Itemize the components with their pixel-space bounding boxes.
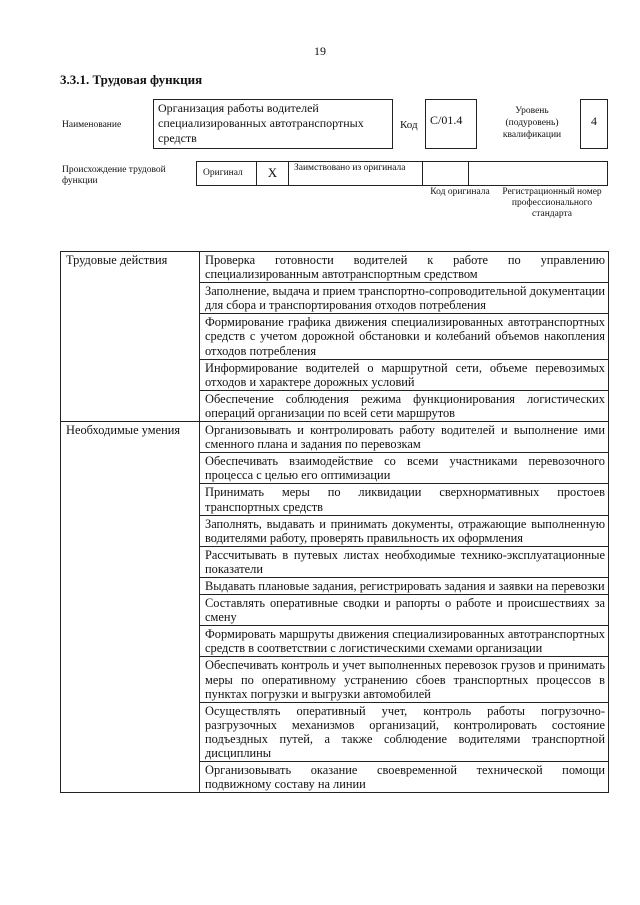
skill-item: Заполнять, выдавать и принимать документы, отражающие выполненную водителями работу, проверять правильность их оформления — [200, 515, 609, 546]
skill-item: Формировать маршруты движения специализированных автотранспортных средств в соответствии с логистическими схемами организации — [200, 626, 609, 657]
table-row — [61, 252, 609, 283]
code-caption: Код оригинала — [430, 187, 490, 197]
level-label: Уровень (подуровень) квалификации — [502, 106, 562, 140]
borrowed-label: Заимствовано из оригинала — [289, 162, 423, 185]
page-number: 19 — [314, 44, 326, 58]
skill-item: Обеспечивать контроль и учет выполненных перевозок грузов и принимать меры по оперативному устранению сбоев транспортных процессов в пунктах погрузки и выгрузки автомобилей — [200, 657, 609, 702]
origin-label: Происхождение трудовой функции — [62, 165, 166, 186]
labor-action-item: Заполнение, выдача и прием транспортно-сопроводительной документации для сбора и транспортирования отходов потребления — [200, 283, 609, 314]
labor-action-item: Информирование водителей о маршрутной сети, объеме перевозимых отходов и характере дорожных условий — [200, 359, 609, 390]
skill-item: Составлять оперативные сводки и рапорты о работе и происшествиях за смену — [200, 595, 609, 626]
level-field: 4 — [580, 99, 608, 149]
skill-item: Обеспечивать взаимодействие со всеми участниками перевозочного процесса с целью его оптимизации — [200, 453, 609, 484]
origin-code-cell — [423, 162, 469, 185]
skill-item: Выдавать плановые задания, регистрировать задания и заявки на перевозки — [200, 577, 609, 594]
original-label: Оригинал — [197, 162, 257, 185]
origin-row — [196, 161, 608, 186]
skill-item: Организовывать оказание своевременной технической помощи подвижному составу на линии — [200, 762, 609, 793]
labor-action-item: Обеспечение соблюдения режима функционирования логистических операций организации по всей сети маршрутов — [200, 390, 609, 421]
function-table — [60, 251, 609, 793]
name-label: Наименование — [62, 120, 122, 130]
labor-action-item: Проверка готовности водителей к работе по управлению специализированным автотранспортным средством — [200, 252, 609, 283]
skill-item: Рассчитывать в путевых листах необходимые технико-эксплуатационные показатели — [200, 546, 609, 577]
section-title: 3.3.1. Трудовая функция — [60, 72, 203, 87]
reg-caption: Регистрационный номер профессионального стандарта — [502, 187, 602, 219]
skill-item: Осуществлять оперативный учет, контроль работы погрузочно-разгрузочных механизмов организаций, контролировать состояние подъездных путей, а также соблюдение водителями транспортной дисциплины — [200, 702, 609, 761]
function-name-field: Организация работы водителей специализированных автотранспортных средств — [153, 99, 393, 149]
labor-action-item: Формирование графика движения специализированных автотранспортных средств с учетом дорожной обстановки и колебаний объемов накопления отходов потребления — [200, 314, 609, 359]
original-mark: X — [257, 162, 289, 185]
skill-item: Принимать меры по ликвидации сверхнормативных простоев транспортных средств — [200, 484, 609, 515]
skills-title: Необходимые умения — [61, 422, 200, 793]
code-label: Код — [400, 119, 418, 131]
labor-actions-title: Трудовые действия — [61, 252, 200, 422]
skill-item: Организовывать и контролировать работу водителей и выполнение ими сменного плана и задания по перевозкам — [200, 422, 609, 453]
code-field: С/01.4 — [425, 99, 477, 149]
reg-number-cell — [469, 162, 607, 185]
table-row — [61, 422, 609, 453]
